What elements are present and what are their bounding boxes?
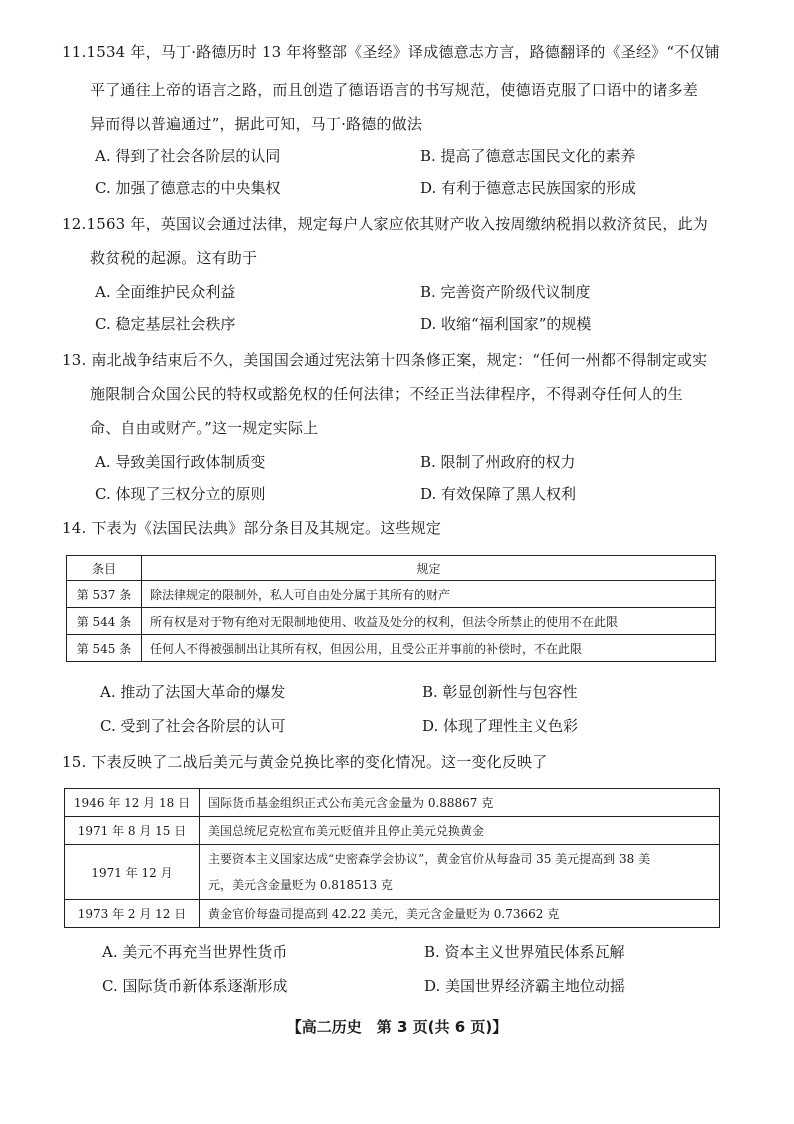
table-row [65,845,720,900]
table-row [65,900,720,928]
question-12-option-b: B. 完善资产阶级代议制度 [420,283,591,301]
question-12-option-d: D. 收缩“福利国家”的规模 [420,315,592,333]
page-footer: 【高二历史 第 3 页(共 6 页)】 [286,1018,508,1036]
question-15-option-d: D. 美国世界经济霸主地位动摇 [424,977,626,995]
question-11-option-a: A. 得到了社会各阶层的认同 [95,147,281,165]
table-cell-date: 1946 年 12 月 18 日 [65,789,200,817]
question-14-option-c: C. 受到了社会各阶层的认可 [100,717,286,735]
question-11-line-1: 11.1534 年，马丁·路德历时 13 年将整部《圣经》译成德意志方言，路德翻译的《圣经》“不仅铺 [62,43,720,61]
table-cell-event [200,845,720,900]
question-11-option-b: B. 提高了德意志国民文化的素养 [420,147,636,165]
question-11-line-2: 平了通往上帝的语言之路，而且创造了德语语言的书写规范，使德语克服了口语中的诸多差 [90,81,699,99]
question-12-line-2: 救贫税的起源。这有助于 [90,249,258,267]
question-14-line-1: 14. 下表为《法国民法典》部分条目及其规定。这些规定 [62,519,442,537]
question-15-option-a: A. 美元不再充当世界性货币 [102,943,288,961]
table-row [67,635,716,662]
table-cell-event-line-2: 元，美元含金量贬为 0.818513 克 [208,878,393,892]
table-cell-date: 1971 年 12 月 [65,845,200,900]
table-cell-event: 美国总统尼克松宣布美元贬值并且停止美元兑换黄金 [200,817,720,845]
question-13-option-a: A. 导致美国行政体制质变 [95,453,266,471]
table-cell-provision: 所有权是对于物有绝对无限制地使用、收益及处分的权利，但法令所禁止的使用不在此限 [142,608,716,635]
table-cell-provision: 任何人不得被强制出让其所有权，但因公用，且受公正并事前的补偿时，不在此限 [142,635,716,662]
question-13-line-2: 施限制合众国公民的特权或豁免权的任何法律；不经正当法律程序，不得剥夺任何人的生 [90,385,683,403]
table-header-row [67,556,716,581]
question-15-line-1: 15. 下表反映了二战后美元与黄金兑换比率的变化情况。这一变化反映了 [62,753,548,771]
question-13-option-b: B. 限制了州政府的权力 [420,453,576,471]
table-row [67,608,716,635]
table-cell-event-line-1: 主要资本主义国家达成“史密森学会协议”，黄金官价从每盎司 35 美元提高到 38 美 [208,852,651,866]
civil-code-table [66,555,716,662]
table-header-provision: 规定 [142,556,716,581]
question-15-option-c: C. 国际货币新体系逐渐形成 [102,977,288,995]
table-cell-date: 1971 年 8 月 15 日 [65,817,200,845]
table-cell-event: 国际货币基金组织正式公布美元含金量为 0.88867 克 [200,789,720,817]
question-13-line-3: 命、自由或财产。”这一规定实际上 [90,419,319,437]
question-14-option-b: B. 彰显创新性与包容性 [422,683,578,701]
table-cell-article: 第 545 条 [67,635,142,662]
question-11-option-c: C. 加强了德意志的中央集权 [95,179,281,197]
table-row [67,581,716,608]
table-row [65,789,720,817]
question-12-line-1: 12.1563 年，英国议会通过法律，规定每户人家应依其财产收入按周缴纳税捐以救济贫民，此为 [62,215,709,233]
table-cell-date: 1973 年 2 月 12 日 [65,900,200,928]
table-cell-provision: 除法律规定的限制外，私人可自由处分属于其所有的财产 [142,581,716,608]
question-12-option-a: A. 全面维护民众利益 [95,283,236,301]
question-13-option-d: D. 有效保障了黑人权利 [420,485,577,503]
question-11-line-3: 异而得以普遍通过”，据此可知，马丁·路德的做法 [90,115,423,133]
question-14-option-d: D. 体现了理性主义色彩 [422,717,579,735]
question-11-option-d: D. 有利于德意志民族国家的形成 [420,179,637,197]
table-cell-event: 黄金官价每盎司提高到 42.22 美元，美元含金量贬为 0.73662 克 [200,900,720,928]
question-14-option-a: A. 推动了法国大革命的爆发 [100,683,286,701]
question-13-line-1: 13. 南北战争结束后不久，美国国会通过宪法第十四条修正案，规定：“任何一州都不得制定或实 [62,351,708,369]
table-row [65,817,720,845]
table-header-article: 条目 [67,556,142,581]
question-15-option-b: B. 资本主义世界殖民体系瓦解 [424,943,625,961]
dollar-gold-table [64,788,720,928]
table-cell-article: 第 537 条 [67,581,142,608]
question-13-option-c: C. 体现了三权分立的原则 [95,485,266,503]
question-12-option-c: C. 稳定基层社会秩序 [95,315,236,333]
table-cell-article: 第 544 条 [67,608,142,635]
